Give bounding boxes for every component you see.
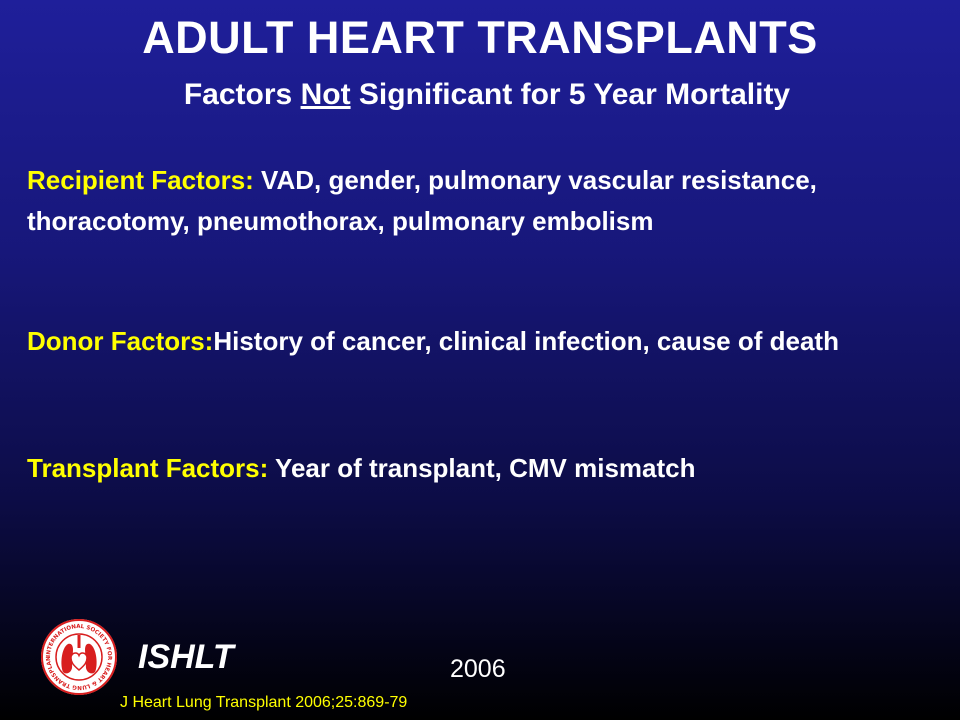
slide-year: 2006 bbox=[450, 655, 506, 683]
recipient-factors-text: VAD, gender, pulmonary vascular resistance, thoracotomy, pneumothorax, pulmonary embolism bbox=[27, 165, 817, 236]
recipient-factors-paragraph bbox=[27, 160, 927, 242]
subtitle-suffix: Significant for 5 Year Mortality bbox=[350, 78, 791, 111]
logo-ring-text: INTERNATIONAL SOCIETY FOR HEART & LUNG TRANSPLAN bbox=[45, 623, 113, 691]
transplant-factors-paragraph bbox=[27, 448, 927, 489]
donor-factors-paragraph bbox=[27, 321, 927, 362]
transplant-factors-label: Transplant Factors: bbox=[27, 453, 269, 483]
slide-title: ADULT HEART TRANSPLANTS bbox=[142, 12, 818, 63]
subtitle-prefix: Factors bbox=[183, 78, 301, 111]
journal-citation: J Heart Lung Transplant 2006;25:869-79 bbox=[120, 694, 408, 711]
slide-subtitle bbox=[0, 78, 960, 112]
recipient-factors-label: Recipient Factors: bbox=[27, 165, 254, 195]
ishlt-logo-icon bbox=[40, 618, 118, 696]
ishlt-label: ISHLT bbox=[138, 638, 234, 676]
donor-factors-text: History of cancer, clinical infection, cause of death bbox=[213, 326, 839, 356]
subtitle-underlined-word: Not bbox=[300, 78, 351, 111]
donor-factors-label: Donor Factors: bbox=[27, 326, 214, 356]
transplant-factors-text: Year of transplant, CMV mismatch bbox=[268, 453, 696, 483]
